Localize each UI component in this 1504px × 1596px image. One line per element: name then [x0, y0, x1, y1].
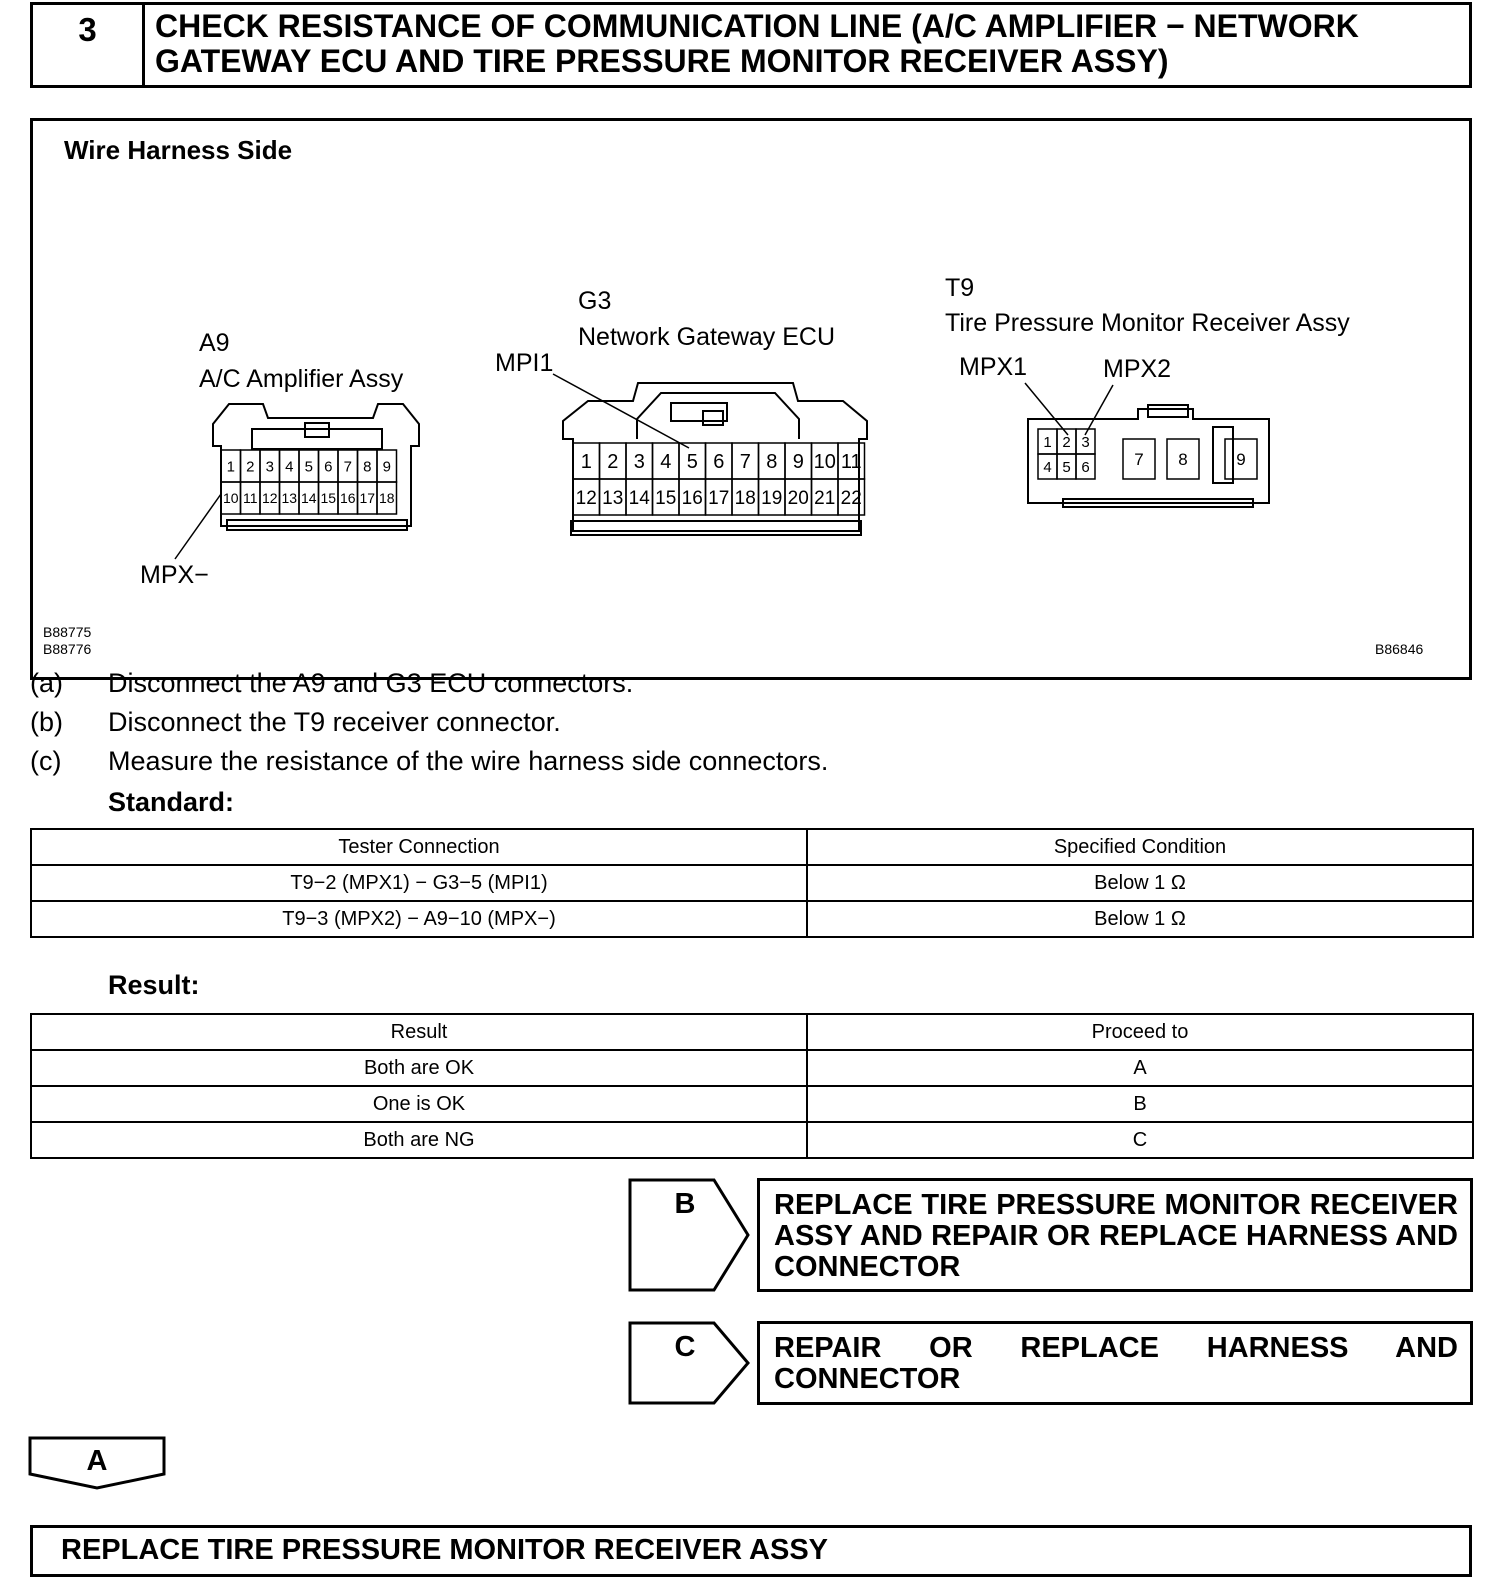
- a9-pin-9: 9: [382, 458, 391, 476]
- t9-pin-7: 7: [1134, 450, 1144, 470]
- g3-pin-17: 17: [708, 487, 730, 509]
- t9-pin-5: 5: [1062, 458, 1071, 476]
- table-row: [31, 901, 1473, 937]
- a9-pin-10: 10: [222, 490, 239, 507]
- a9-pin-16: 16: [339, 490, 356, 507]
- table-row: [31, 1086, 1473, 1122]
- t9-callout-2-line: [1085, 385, 1113, 435]
- result-cell: One is OK: [31, 1086, 807, 1122]
- a9-name: A/C Amplifier Assy: [199, 365, 404, 393]
- figure-title: Wire Harness Side: [64, 135, 293, 165]
- g3-pin-14: 14: [628, 487, 650, 509]
- branch-c-box: [757, 1321, 1473, 1405]
- a9-callout-line: [175, 494, 221, 559]
- a9-pin-grid: [221, 450, 397, 514]
- result-header-proceed: Proceed to: [807, 1014, 1473, 1050]
- t9-pin-4: 4: [1043, 458, 1052, 476]
- result-table: [30, 1013, 1474, 1159]
- g3-pin-19: 19: [761, 487, 783, 509]
- g3-pin-6: 6: [713, 451, 725, 474]
- step-title: CHECK RESISTANCE OF COMMUNICATION LINE (A/C AMPLIFIER − NETWORK GATEWAY ECU AND TIRE PRESSURE MONITOR RECEIVER ASSY): [155, 8, 1359, 79]
- result-cell: A: [807, 1050, 1473, 1086]
- step-c-label: (c): [30, 746, 62, 776]
- next-a-key: A: [86, 1445, 108, 1477]
- a9-pin-12: 12: [261, 490, 278, 507]
- figure-ref-right: B86846: [1375, 641, 1424, 657]
- standard-table: [30, 828, 1474, 938]
- a9-pin-14: 14: [300, 490, 317, 507]
- next-a-arrow: [28, 1436, 168, 1492]
- a9-pin-11: 11: [242, 490, 258, 507]
- a9-code: A9: [199, 329, 230, 357]
- result-header-result: Result: [31, 1014, 807, 1050]
- g3-pin-10: 10: [813, 451, 836, 474]
- standard-cell: Below 1 Ω: [807, 901, 1473, 937]
- g3-pin-1: 1: [580, 451, 592, 474]
- step-number: 3: [33, 5, 145, 85]
- g3-pin-18: 18: [734, 487, 756, 509]
- branch-b-key: B: [674, 1188, 696, 1220]
- branch-b-box: [757, 1178, 1473, 1292]
- standard-cell: T9−3 (MPX2) − A9−10 (MPX−): [31, 901, 807, 937]
- a9-callout-label: MPX−: [140, 561, 209, 589]
- step-c-text: Measure the resistance of the wire harness side connectors.: [108, 746, 829, 776]
- standard-header-condition: Specified Condition: [807, 829, 1473, 865]
- next-step-box: [30, 1525, 1472, 1577]
- g3-pin-2: 2: [607, 451, 619, 474]
- branch-c-key: C: [674, 1331, 696, 1363]
- t9-callout-1-label: MPX1: [959, 353, 1028, 381]
- g3-callout-line: [553, 374, 689, 448]
- figure-ref-left-1: B88775: [43, 624, 92, 640]
- g3-pin-12: 12: [575, 487, 597, 509]
- connector-diagram: [30, 118, 1472, 680]
- a9-pin-4: 4: [285, 458, 294, 476]
- g3-name: Network Gateway ECU: [578, 323, 836, 351]
- g3-pin-15: 15: [655, 487, 677, 509]
- t9-name: Tire Pressure Monitor Receiver Assy: [945, 309, 1350, 337]
- a9-pin-15: 15: [320, 490, 337, 507]
- result-cell: Both are NG: [31, 1122, 807, 1158]
- g3-pin-4: 4: [660, 451, 672, 474]
- t9-pin-2: 2: [1062, 433, 1071, 451]
- a9-pin-8: 8: [363, 458, 372, 476]
- g3-pin-21: 21: [814, 487, 836, 509]
- step-a-label: (a): [30, 668, 63, 698]
- table-row: [31, 1014, 1473, 1050]
- g3-pin-5: 5: [686, 451, 698, 474]
- g3-pin-9: 9: [792, 451, 804, 474]
- t9-callout-1-line: [1025, 383, 1068, 435]
- g3-pin-13: 13: [602, 487, 624, 509]
- branch-b-text: REPLACE TIRE PRESSURE MONITOR RECEIVER ASSY AND REPAIR OR REPLACE HARNESS AND CONNECTOR: [774, 1189, 1458, 1283]
- t9-pin-3: 3: [1081, 433, 1090, 451]
- a9-pin-17: 17: [359, 490, 376, 507]
- t9-callout-2-label: MPX2: [1103, 355, 1172, 383]
- a9-pin-2: 2: [246, 458, 255, 476]
- g3-pin-8: 8: [766, 451, 778, 474]
- g3-pin-16: 16: [681, 487, 703, 509]
- t9-code: T9: [945, 274, 975, 302]
- t9-connector: [1028, 405, 1269, 507]
- a9-pin-13: 13: [281, 490, 298, 507]
- g3-pin-3: 3: [633, 451, 645, 474]
- figure-ref-left-2: B88776: [43, 641, 92, 657]
- table-row: [31, 829, 1473, 865]
- table-row: [31, 1050, 1473, 1086]
- standard-cell: Below 1 Ω: [807, 865, 1473, 901]
- t9-pin-1: 1: [1043, 433, 1052, 451]
- step-a: [30, 668, 1470, 708]
- table-row: [31, 865, 1473, 901]
- step-a-text: Disconnect the A9 and G3 ECU connectors.: [108, 668, 634, 698]
- step-c: [30, 746, 1470, 786]
- standard-cell: T9−2 (MPX1) − G3−5 (MPI1): [31, 865, 807, 901]
- g3-callout-label: MPI1: [495, 349, 554, 377]
- step-b-label: (b): [30, 707, 63, 737]
- t9-pin-9: 9: [1236, 450, 1246, 470]
- g3-pin-grid: [573, 443, 865, 515]
- result-cell: Both are OK: [31, 1050, 807, 1086]
- g3-code: G3: [578, 287, 612, 315]
- g3-pin-20: 20: [787, 487, 809, 509]
- a9-pin-5: 5: [304, 458, 313, 476]
- g3-pin-22: 22: [840, 487, 862, 509]
- a9-pin-6: 6: [324, 458, 333, 476]
- a9-pin-3: 3: [265, 458, 274, 476]
- t9-pin-6: 6: [1081, 458, 1090, 476]
- step-b: [30, 707, 1470, 747]
- result-cell: C: [807, 1122, 1473, 1158]
- a9-pin-18: 18: [378, 490, 395, 507]
- branch-b-arrow-box: [628, 1178, 754, 1292]
- step-header: [30, 2, 1472, 88]
- result-label: Result:: [108, 970, 200, 1000]
- g3-pin-7: 7: [739, 451, 751, 474]
- standard-header-connection: Tester Connection: [31, 829, 807, 865]
- table-row: [31, 1122, 1473, 1158]
- t9-pin-grid: [1038, 429, 1257, 479]
- step-b-text: Disconnect the T9 receiver connector.: [108, 707, 561, 737]
- a9-pin-1: 1: [226, 458, 235, 476]
- g3-pin-11: 11: [840, 451, 862, 474]
- result-cell: B: [807, 1086, 1473, 1122]
- t9-pin-8: 8: [1178, 450, 1188, 470]
- next-step-text: REPLACE TIRE PRESSURE MONITOR RECEIVER ASSY: [61, 1534, 829, 1566]
- a9-pin-7: 7: [343, 458, 352, 476]
- branch-c-text: REPAIR OR REPLACE HARNESS AND CONNECTOR: [774, 1332, 1458, 1395]
- branch-c-arrow-box: [628, 1321, 754, 1405]
- connector-diagram-svg: [33, 121, 1469, 677]
- standard-label: Standard:: [108, 787, 235, 817]
